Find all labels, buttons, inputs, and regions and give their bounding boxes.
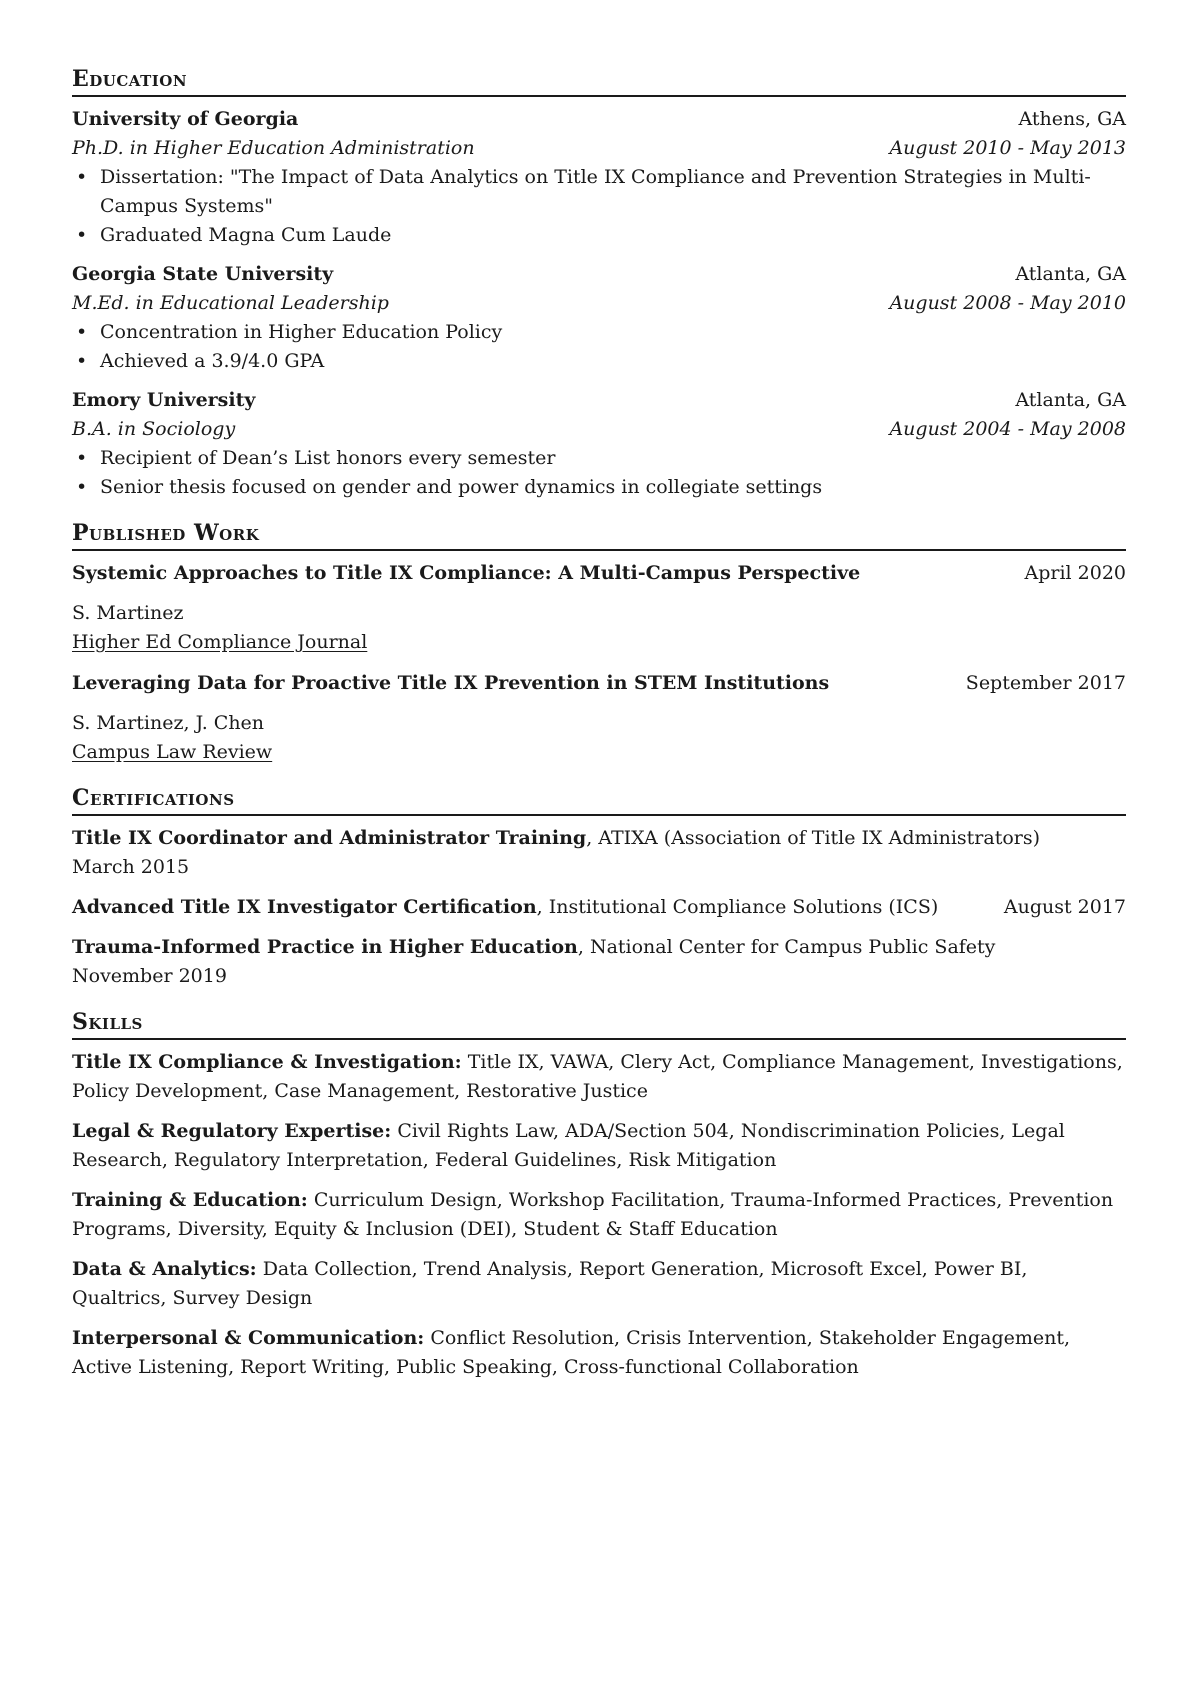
degree-dates: August 2010 - May 2013 [889,137,1126,159]
degree-dates: August 2004 - May 2008 [889,418,1126,440]
education-bullets [72,163,1126,250]
education-entry [72,260,1126,376]
skills-list [72,1048,1126,1382]
published-work-heading: Published Work [72,520,1126,551]
publication-entry [72,559,1126,657]
skill-group [72,1255,1126,1313]
education-bullets [72,318,1126,376]
bullet-item: • Senior thesis focused on gender and power dynamics in collegiate settings [72,473,1126,502]
skill-category: Interpersonal & Communication: [72,1327,425,1349]
skills-heading: Skills [72,1009,1126,1040]
bullet-item: • Recipient of Dean’s List honors every semester [72,444,1126,473]
skill-items: Data Collection, Trend Analysis, Report Generation, Microsoft Excel, Power BI, Qualtrics, Survey Design [72,1258,1028,1309]
education-entry [72,386,1126,502]
certification-entry [72,824,1126,882]
publication-list [72,559,1126,767]
skill-group [72,1048,1126,1106]
skill-category: Legal & Regulatory Expertise: [72,1120,392,1142]
skill-category: Training & Education: [72,1189,308,1211]
skill-category: Data & Analytics: [72,1258,257,1280]
publication-venue-link[interactable]: Higher Ed Compliance Journal [72,631,368,653]
education-heading: Education [72,66,1126,97]
school-name: Georgia State University [72,263,334,285]
skill-group [72,1324,1126,1382]
school-name: University of Georgia [72,108,299,130]
certification-date: November 2019 [72,965,227,987]
education-entry [72,105,1126,250]
degree-dates: August 2008 - May 2010 [889,292,1126,314]
certification-name: Trauma-Informed Practice in Higher Education [72,936,578,958]
certification-list [72,824,1126,991]
publication-date: April 2020 [1024,562,1126,584]
school-location: Atlanta, GA [1015,263,1126,285]
degree: B.A. in Sociology [72,418,236,440]
skill-items: Title IX, VAWA, Clery Act, Compliance Management, Investigations, Policy Development, Case Management, Restorative Justice [72,1051,1123,1102]
skill-category: Title IX Compliance & Investigation: [72,1051,462,1073]
bullet-item: • Concentration in Higher Education Policy [72,318,1126,347]
certification-entry [72,933,1126,991]
certification-entry [72,893,1126,922]
bullet-item: • Achieved a 3.9/4.0 GPA [72,347,1126,376]
publication-date: September 2017 [965,672,1126,694]
degree: Ph.D. in Higher Education Administration [72,137,475,159]
publication-authors: S. Martinez [72,602,184,624]
skill-group [72,1117,1126,1175]
certification-name: Title IX Coordinator and Administrator Training [72,827,587,849]
skill-items: Curriculum Design, Workshop Facilitation, Trauma-Informed Practices, Prevention Programs, Diversity, Equity & Inclusion (DEI), Student & Staff Education [72,1189,1114,1240]
certification-issuer: , Institutional Compliance Solutions (ICS) [536,896,939,918]
certification-date: August 2017 [1003,896,1126,918]
resume-page [72,0,1126,1382]
publication-title: Leveraging Data for Proactive Title IX Prevention in STEM Institutions [72,672,830,694]
school-location: Athens, GA [1018,108,1126,130]
skill-group [72,1186,1126,1244]
skill-items: Civil Rights Law, ADA/Section 504, Nondiscrimination Policies, Legal Research, Regulatory Interpretation, Federal Guidelines, Risk Mitigation [72,1120,1065,1171]
certification-name: Advanced Title IX Investigator Certification [72,896,537,918]
publication-entry [72,669,1126,767]
bullet-item: • Dissertation: "The Impact of Data Analytics on Title IX Compliance and Prevention Strategies in Multi-Campus Systems" [72,163,1126,221]
education-bullets [72,444,1126,502]
degree: M.Ed. in Educational Leadership [72,292,389,314]
publication-title: Systemic Approaches to Title IX Compliance: A Multi-Campus Perspective [72,562,861,584]
certification-date: March 2015 [72,856,190,878]
school-name: Emory University [72,389,256,411]
certifications-heading: Certifications [72,785,1126,816]
publication-venue-link[interactable]: Campus Law Review [72,741,273,763]
certification-issuer: , National Center for Campus Public Safety [577,936,996,958]
certification-issuer: , ATIXA (Association of Title IX Administrators) [586,827,1041,849]
publication-authors: S. Martinez, J. Chen [72,712,265,734]
bullet-item: • Graduated Magna Cum Laude [72,221,1126,250]
education-list [72,105,1126,502]
school-location: Atlanta, GA [1015,389,1126,411]
skill-items: Conflict Resolution, Crisis Intervention, Stakeholder Engagement, Active Listening, Report Writing, Public Speaking, Cross-functional Collaboration [72,1327,1071,1378]
